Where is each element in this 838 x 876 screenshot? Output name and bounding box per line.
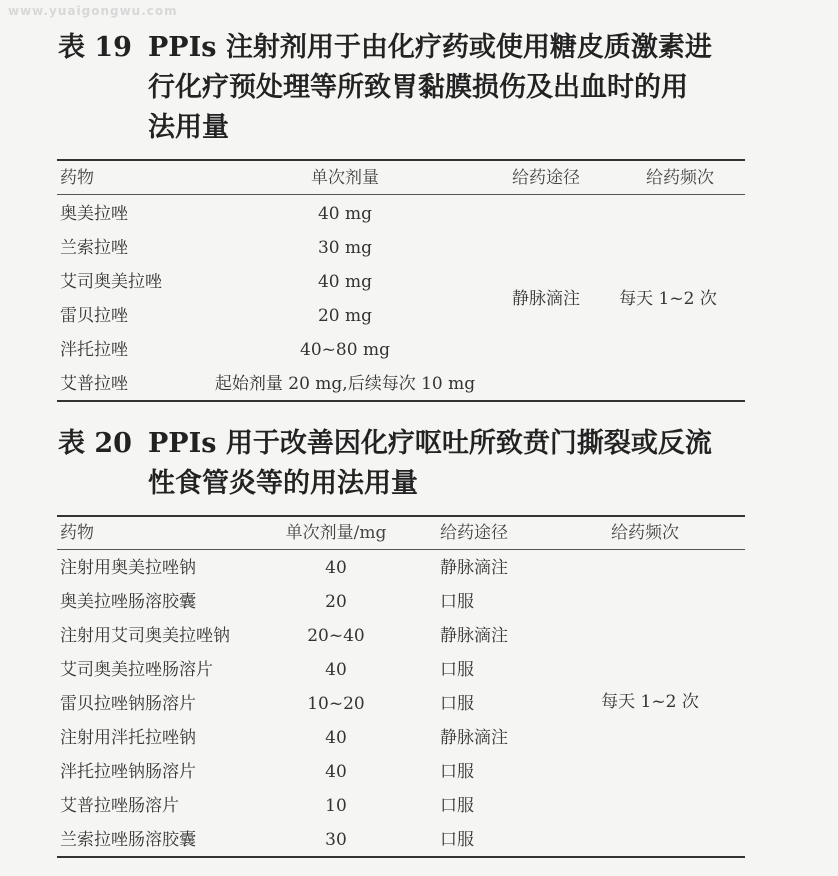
- table20-title-line1: [148, 424, 748, 464]
- table-row-drug: 泮托拉唑钠肠溶片: [60, 762, 196, 782]
- table19-header-drug: 药物: [60, 168, 94, 188]
- table-row-drug: 艾普拉唑: [60, 374, 128, 394]
- table-row-route: 静脉滴注: [440, 728, 508, 748]
- table20-number: 表 20: [58, 428, 132, 459]
- table19-header-route: 给药途径: [512, 168, 580, 188]
- table20-top-rule: [57, 515, 745, 517]
- table20-title-line2: 性食管炎等的用法用量: [148, 468, 418, 499]
- table20-bottom-rule: [57, 856, 745, 858]
- table-row-dose: 40: [325, 728, 347, 748]
- table-row-dose: 20 mg: [317, 306, 373, 326]
- table-row-dose: 10: [325, 796, 347, 816]
- table-row-route: 静脉滴注: [440, 558, 508, 578]
- table20-title-prefix: PPIs: [148, 428, 217, 459]
- table-row-drug: 艾司奥美拉唑肠溶片: [60, 660, 213, 680]
- table-row-drug: 泮托拉唑: [60, 340, 128, 360]
- table-row-drug: 注射用泮托拉唑钠: [60, 728, 196, 748]
- table20-header-rule: [57, 549, 745, 550]
- table19-number: 表 19: [58, 32, 132, 63]
- table19-top-rule: [57, 159, 745, 161]
- table-row-route: 口服: [440, 694, 474, 714]
- table-row-drug: 注射用艾司奥美拉唑钠: [60, 626, 230, 646]
- table-row-route: 静脉滴注: [440, 626, 508, 646]
- table-row-drug: 注射用奥美拉唑钠: [60, 558, 196, 578]
- table-row-drug: 艾普拉唑肠溶片: [60, 796, 179, 816]
- table-row-route: 口服: [440, 830, 474, 850]
- table-row-dose: 40 mg: [317, 272, 373, 292]
- table19-title-rest: 注射剂用于由化疗药或使用糖皮质激素进: [216, 32, 712, 63]
- table19-header-rule: [57, 194, 745, 195]
- table-row-dose: 10~20: [307, 694, 365, 714]
- table-row-route: 口服: [440, 592, 474, 612]
- table-row-drug: 奥美拉唑肠溶胶囊: [60, 592, 196, 612]
- table-row-dose: 起始剂量 20 mg,后续每次 10 mg: [214, 374, 476, 394]
- table-row-drug: 兰索拉唑: [60, 238, 128, 258]
- table19-title-line3: 法用量: [148, 112, 229, 143]
- table-row-route: 口服: [440, 660, 474, 680]
- table-row-dose: 30: [325, 830, 347, 850]
- table19-title-prefix: PPIs: [148, 32, 217, 63]
- table19-title-line2: 行化疗预处理等所致胃黏膜损伤及出血时的用: [148, 72, 688, 103]
- table-row-dose: 40: [325, 762, 347, 782]
- table-row-drug: 雷贝拉唑钠肠溶片: [60, 694, 196, 714]
- table-row-route: 口服: [440, 762, 474, 782]
- table-row-route: 口服: [440, 796, 474, 816]
- table-row-drug: 艾司奥美拉唑: [60, 272, 162, 292]
- table19-bottom-rule: [57, 400, 745, 402]
- table19-title-line1: [148, 28, 748, 68]
- table20-title: [148, 424, 748, 504]
- table20-header-drug: 药物: [60, 523, 94, 543]
- table19-header-frequency: 给药频次: [646, 168, 714, 188]
- table19-route: 静脉滴注: [512, 289, 580, 309]
- table20-header-dose: 单次剂量/mg: [285, 523, 387, 543]
- table-row-dose: 20~40: [307, 626, 365, 646]
- table-row-dose: 20: [325, 592, 347, 612]
- table20-header-frequency: 给药频次: [611, 523, 679, 543]
- table-row-dose: 40: [325, 558, 347, 578]
- table-row-drug: 兰索拉唑肠溶胶囊: [60, 830, 196, 850]
- table-row-dose: 40: [325, 660, 347, 680]
- table20-header-route: 给药途径: [440, 523, 508, 543]
- table19-header-dose: 单次剂量: [311, 168, 379, 188]
- table-row-drug: 雷贝拉唑: [60, 306, 128, 326]
- table20-title-rest: 用于改善因化疗呕吐所致贲门撕裂或反流: [216, 428, 712, 459]
- table-row-dose: 30 mg: [317, 238, 373, 258]
- table19-frequency: 每天 1~2 次: [619, 289, 717, 309]
- watermark: www.yuaigongwu.com: [8, 4, 178, 18]
- table20-frequency: 每天 1~2 次: [601, 692, 699, 712]
- table19-title: [148, 28, 748, 148]
- table-row-dose: 40 mg: [317, 204, 373, 224]
- table-row-dose: 40~80 mg: [300, 340, 390, 360]
- table-row-drug: 奥美拉唑: [60, 204, 128, 224]
